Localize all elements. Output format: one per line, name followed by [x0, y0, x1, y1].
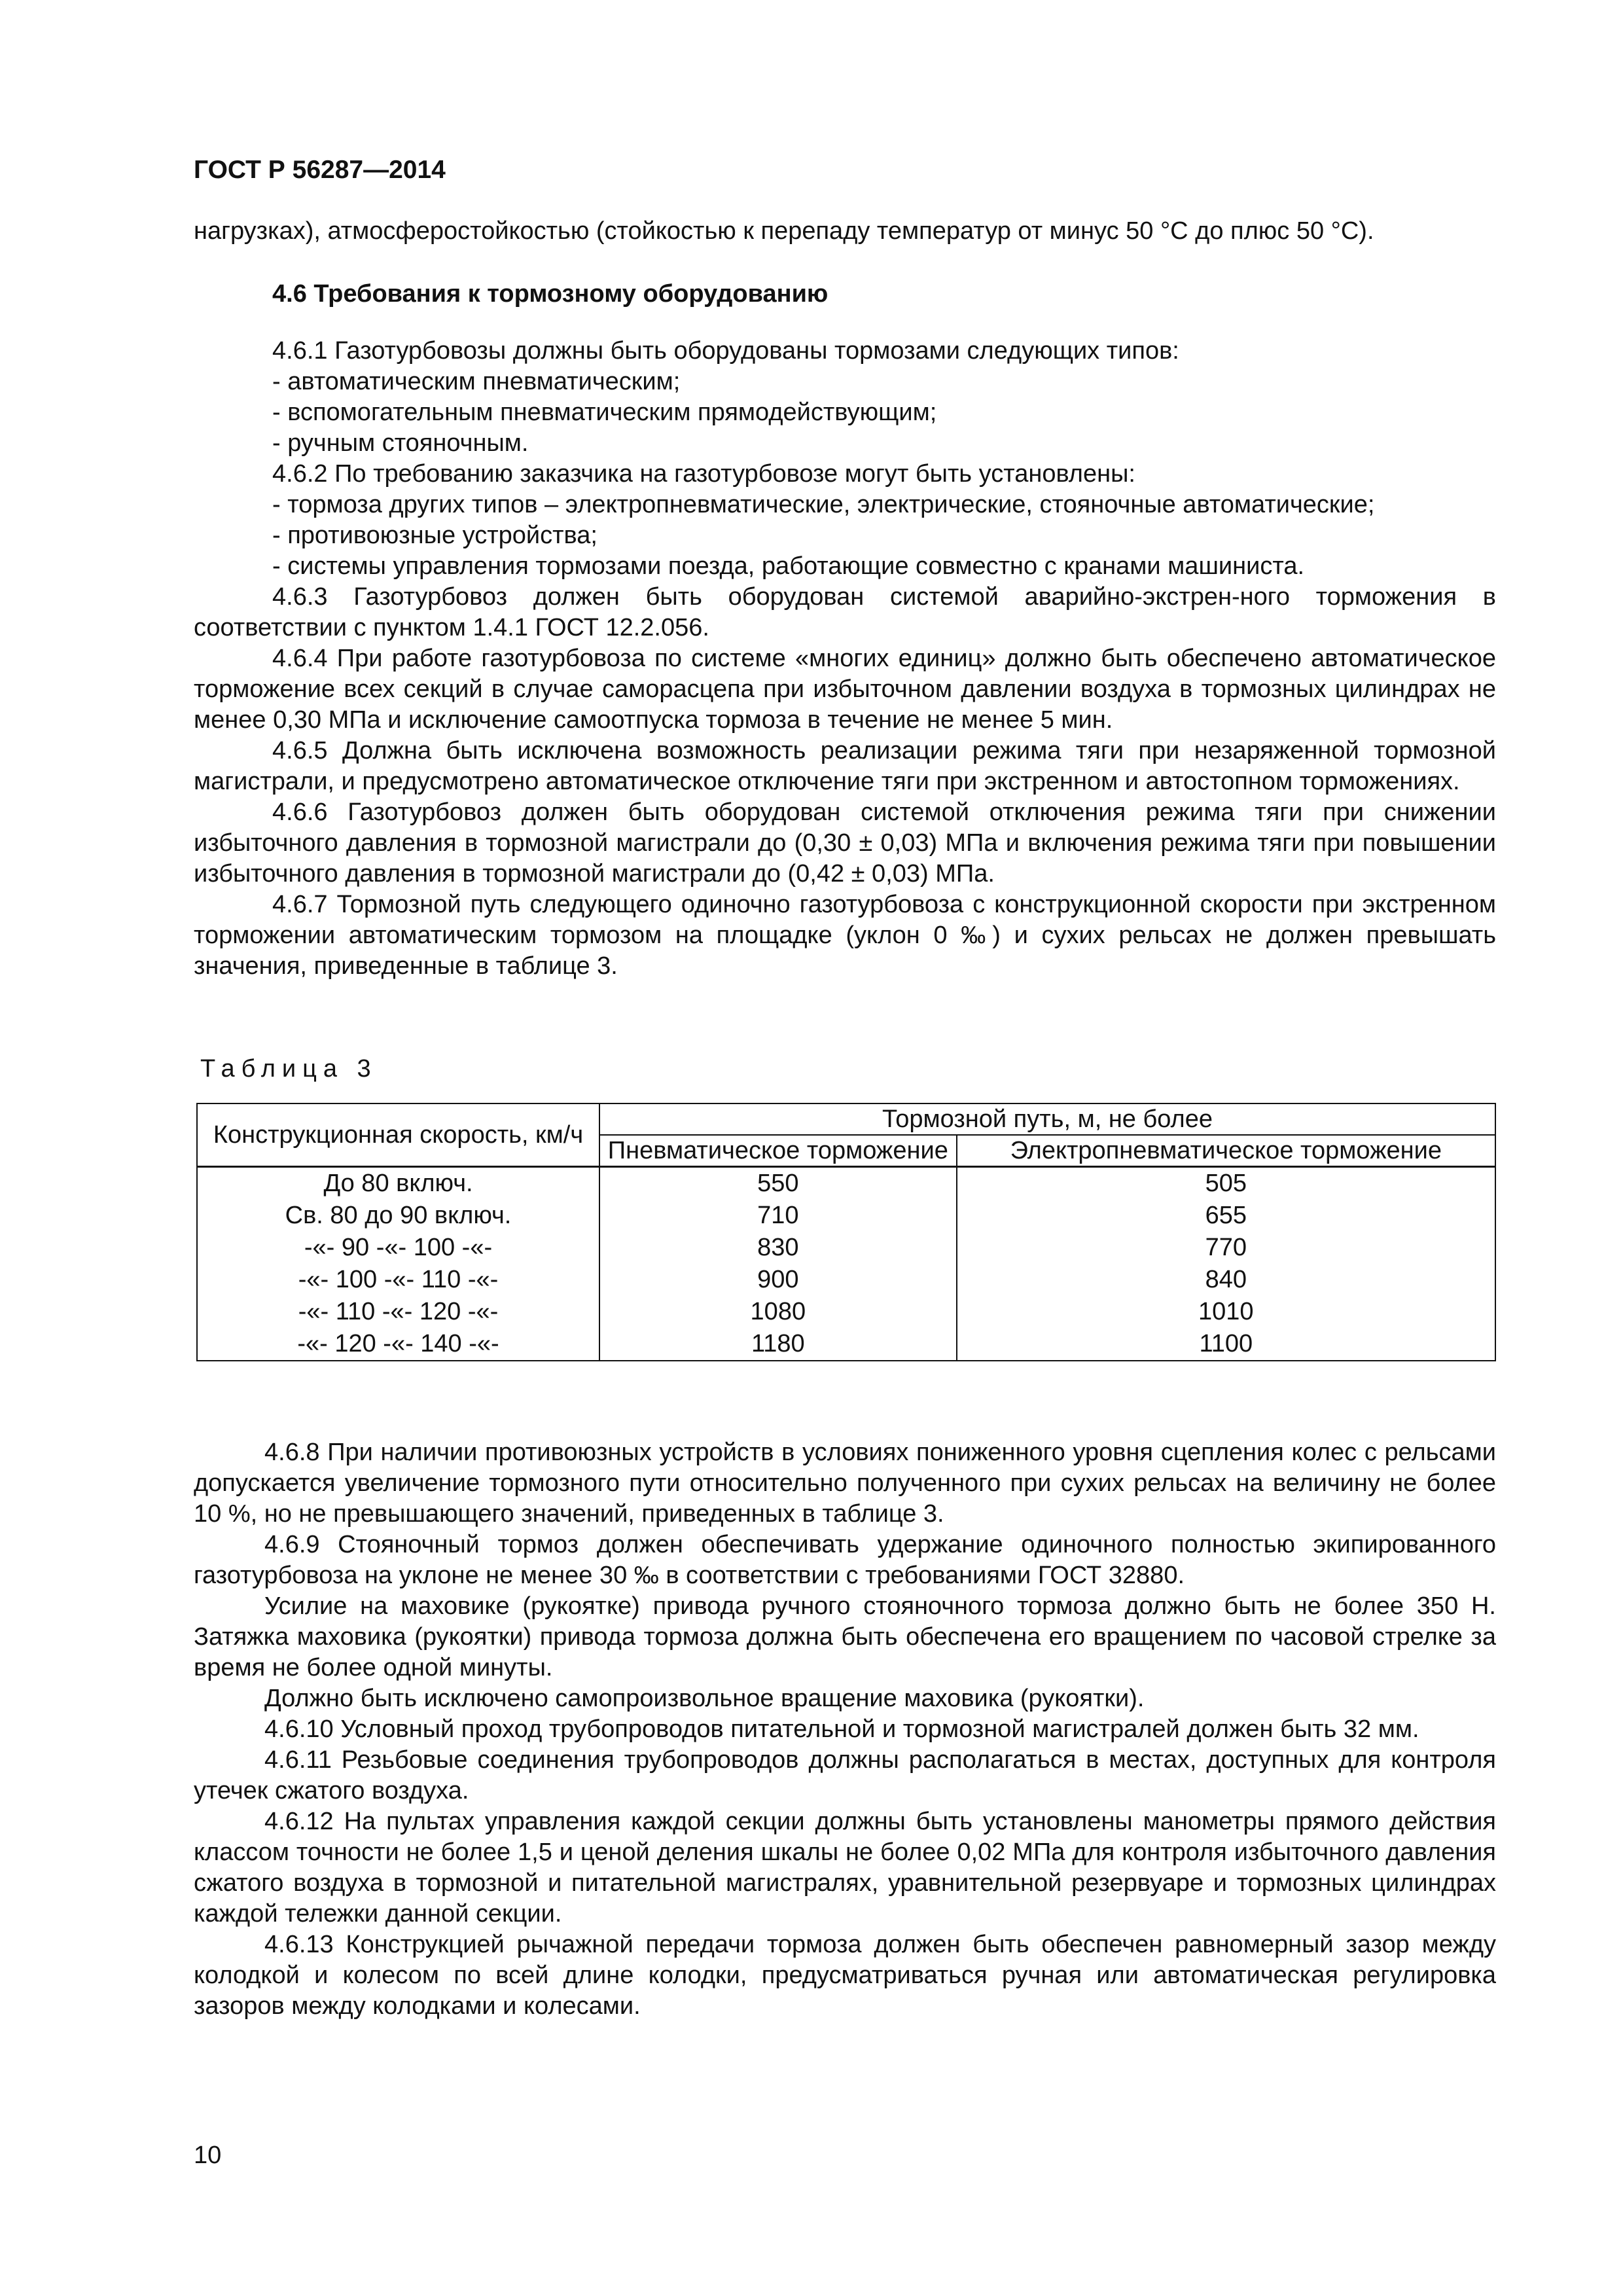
- list-item: - противоюзные устройства;: [272, 522, 597, 549]
- column-header-pneumatic: Пневматическое торможение: [599, 1135, 957, 1167]
- paragraph-4-6-5: 4.6.5 Должна быть исключена возможность реализации режима тяги при незаряженной тормозной магистрали, и предусмотрено автоматическое отключение тяги при экстренном и автостопном торможениях.: [194, 737, 1496, 795]
- paragraph-4-6-8: 4.6.8 При наличии противоюзных устройств в условиях пониженного уровня сцепления колес с рельсами допускается увеличение тормозного пути относительно полученного при сухих рельсах на величину не более 10 %, но не превышающего значений, приведенных в таблице 3.: [194, 1439, 1496, 1528]
- text-block-upper: [194, 216, 1496, 982]
- page-number: 10: [194, 2142, 222, 2169]
- table-row: [197, 1200, 1495, 1232]
- list-item: - системы управления тормозами поезда, работающие совместно с кранами машиниста.: [272, 552, 1305, 580]
- paragraph-handwheel-force: Усилие на маховике (рукоятке) привода ручного стояночного тормоза должно быть не более 350 Н. Затяжка маховика (рукоятки) привода тормоза должна быть обеспечена его вращением по часовой стрелке за время не более одной минуты.: [194, 1592, 1496, 1681]
- table-row: [197, 1232, 1495, 1264]
- list-item: - ручным стояночным.: [272, 429, 529, 457]
- cell-speed: -«- 90 -«- 100 -«-: [197, 1232, 599, 1264]
- paragraph-4-6-4: 4.6.4 При работе газотурбовоза по системе «многих единиц» должно быть обеспечено автоматическое торможение всех секций в случае саморасцепа при избыточном давлении воздуха в тормозных цилиндрах не менее 0,30 МПа и исключение самоотпуска тормоза в течение не менее 5 мин.: [194, 645, 1496, 734]
- cell-electropneumatic: 770: [957, 1232, 1495, 1264]
- intro-paragraph: нагрузках), атмосферостойкостью (стойкостью к перепаду температур от минус 50 °С до плюс 50 °С).: [194, 217, 1374, 245]
- paragraph-4-6-13: 4.6.13 Конструкцией рычажной передачи тормоза должен быть обеспечен равномерный зазор между колодкой и колесом по всей длине колодки, предусматриваться ручная или автоматическая регулировка зазоров между колодками и колесами.: [194, 1931, 1496, 2020]
- paragraph-4-6-2: 4.6.2 По требованию заказчика на газотурбовозе могут быть установлены:: [272, 460, 1135, 488]
- paragraph-4-6-1: 4.6.1 Газотурбовозы должны быть оборудованы тормозами следующих типов:: [272, 337, 1179, 365]
- cell-electropneumatic: 1100: [957, 1328, 1495, 1361]
- cell-electropneumatic: 655: [957, 1200, 1495, 1232]
- cell-speed: -«- 100 -«- 110 -«-: [197, 1264, 599, 1296]
- cell-pneumatic: 710: [599, 1200, 957, 1232]
- column-header-electropneumatic: Электропневматическое торможение: [957, 1135, 1495, 1167]
- cell-pneumatic: 550: [599, 1167, 957, 1200]
- table-row: [197, 1296, 1495, 1328]
- table-row: [197, 1264, 1495, 1296]
- list-item: - тормоза других типов – электропневматические, электрические, стояночные автоматические;: [272, 491, 1375, 518]
- cell-electropneumatic: 840: [957, 1264, 1495, 1296]
- paragraph-4-6-10: 4.6.10 Условный проход трубопроводов питательной и тормозной магистралей должен быть 32 мм.: [264, 1715, 1419, 1743]
- paragraph-4-6-6: 4.6.6 Газотурбовоз должен быть оборудован системой отключения режима тяги при снижении избыточного давления в тормозной магистрали до (0,30 ± 0,03) МПа и включения режима тяги при повышении избыточного давления в тормозной магистрали до (0,42 ± 0,03) МПа.: [194, 798, 1496, 888]
- standard-number: ГОСТ Р 56287—2014: [194, 156, 446, 184]
- list-item: - вспомогательным пневматическим прямодействующим;: [272, 399, 937, 426]
- paragraph-4-6-7: 4.6.7 Тормозной путь следующего одиночно газотурбовоза с конструкционной скорости при экстренном торможении автоматическим тормозом на площадке (уклон 0 ‰) и сухих рельсах не должен превышать значения, приведенные в таблице 3.: [194, 891, 1496, 980]
- paragraph-handwheel-rotation: Должно быть исключено самопроизвольное вращение маховика (рукоятки).: [264, 1685, 1145, 1712]
- paragraph-4-6-9: 4.6.9 Стояночный тормоз должен обеспечивать удержание одиночного полностью экипированного газотурбовоза на уклоне не менее 30 ‰ в соответствии с требованиями ГОСТ 32880.: [194, 1531, 1496, 1589]
- cell-pneumatic: 830: [599, 1232, 957, 1264]
- column-header-braking-distance: Тормозной путь, м, не более: [599, 1103, 1495, 1135]
- text-block-lower: [194, 1437, 1496, 2022]
- cell-pneumatic: 900: [599, 1264, 957, 1296]
- table-caption: Таблица 3: [200, 1055, 378, 1083]
- cell-speed: -«- 120 -«- 140 -«-: [197, 1328, 599, 1361]
- braking-distance-table: [196, 1103, 1496, 1361]
- cell-speed: Св. 80 до 90 включ.: [197, 1200, 599, 1232]
- column-header-speed: Конструкционная скорость, км/ч: [197, 1103, 599, 1167]
- cell-electropneumatic: 505: [957, 1167, 1495, 1200]
- table-row: [197, 1328, 1495, 1361]
- paragraph-4-6-11: 4.6.11 Резьбовые соединения трубопроводов должны располагаться в местах, доступных для контроля утечек сжатого воздуха.: [194, 1746, 1496, 1804]
- cell-speed: До 80 включ.: [197, 1167, 599, 1200]
- cell-electropneumatic: 1010: [957, 1296, 1495, 1328]
- cell-pneumatic: 1080: [599, 1296, 957, 1328]
- cell-pneumatic: 1180: [599, 1328, 957, 1361]
- paragraph-4-6-3: 4.6.3 Газотурбовоз должен быть оборудован системой аварийно-экстрен-ного торможения в соответствии с пунктом 1.4.1 ГОСТ 12.2.056.: [194, 583, 1496, 641]
- paragraph-4-6-12: 4.6.12 На пультах управления каждой секции должны быть установлены манометры прямого действия классом точности не более 1,5 и ценой деления шкалы не более 0,02 МПа для контроля избыточного давления сжатого воздуха в тормозной и питательной магистралях, уравнительной резервуаре и тормозных цилиндрах каждой тележки данной секции.: [194, 1808, 1496, 1928]
- cell-speed: -«- 110 -«- 120 -«-: [197, 1296, 599, 1328]
- section-heading: 4.6 Требования к тормозному оборудованию: [272, 280, 829, 308]
- table-row: [197, 1167, 1495, 1200]
- list-item: - автоматическим пневматическим;: [272, 368, 681, 395]
